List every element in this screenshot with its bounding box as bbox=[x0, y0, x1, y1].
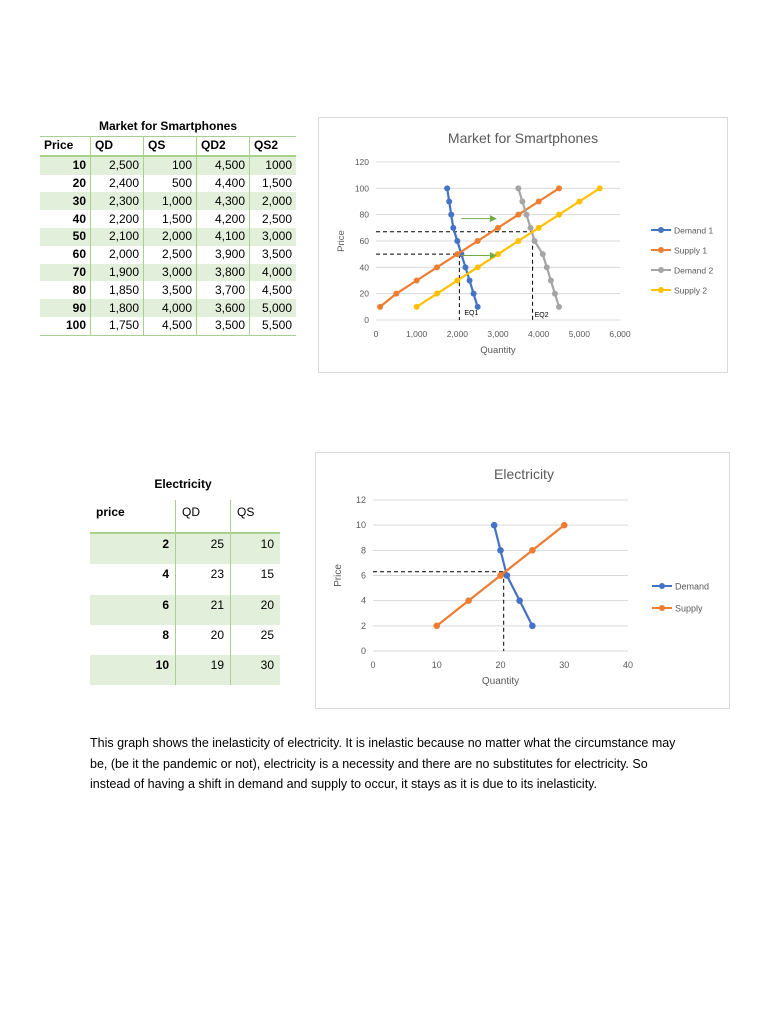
table2-header-qs: QS bbox=[231, 500, 281, 533]
table1-row bbox=[40, 264, 296, 282]
table1-cell-qs2: 2,500 bbox=[250, 210, 297, 228]
chart-title: Market for Smartphones bbox=[447, 130, 599, 146]
table1-header-qs: QS bbox=[144, 137, 197, 156]
data-point bbox=[576, 199, 582, 205]
table1-row bbox=[40, 175, 296, 193]
data-point bbox=[454, 278, 460, 284]
x-tick-label: 0 bbox=[373, 329, 379, 339]
x-tick-label: 5,000 bbox=[568, 329, 590, 339]
y-axis-label: Price bbox=[333, 564, 344, 587]
x-tick-label: 20 bbox=[495, 660, 506, 670]
legend-marker bbox=[659, 605, 665, 611]
series-line-demand-1 bbox=[447, 188, 478, 306]
data-point bbox=[532, 238, 538, 244]
table2-cell-price: 4 bbox=[162, 567, 169, 582]
data-point bbox=[529, 623, 536, 630]
data-point bbox=[491, 522, 498, 529]
y-tick-label: 20 bbox=[359, 288, 369, 299]
data-point bbox=[556, 212, 562, 218]
table2-cell-qs: 15 bbox=[231, 564, 281, 594]
table2-row bbox=[90, 595, 280, 625]
data-point bbox=[552, 291, 558, 297]
data-point bbox=[540, 251, 546, 257]
x-tick-label: 40 bbox=[622, 660, 634, 670]
data-point bbox=[414, 304, 420, 310]
legend-label: Demand bbox=[675, 581, 710, 592]
table1-cell-qd2: 3,800 bbox=[197, 264, 250, 282]
table1-cell-qd: 2,100 bbox=[91, 228, 144, 246]
table1-row bbox=[40, 317, 296, 335]
table1-cell-qs: 1,000 bbox=[144, 192, 197, 210]
table1-cell-qd2: 4,400 bbox=[197, 175, 250, 193]
table1-cell-qd: 1,800 bbox=[91, 299, 144, 317]
table1-cell-qd2: 3,500 bbox=[197, 317, 250, 335]
table1-cell-qs2: 1,500 bbox=[250, 175, 297, 193]
table1-cell-price: 20 bbox=[72, 175, 86, 190]
table1-cell-qd: 1,850 bbox=[91, 281, 144, 299]
legend-label: Supply 1 bbox=[674, 245, 708, 256]
table1-cell-qd2: 4,200 bbox=[197, 210, 250, 228]
table1-cell-qs2: 4,000 bbox=[250, 264, 297, 282]
table1-cell-price: 90 bbox=[40, 299, 91, 317]
table2-title: Electricity bbox=[154, 477, 212, 491]
table1-row bbox=[40, 246, 296, 264]
table1-cell-qd2: 3,700 bbox=[197, 281, 250, 299]
x-tick-label: 0 bbox=[370, 660, 376, 670]
table2-row bbox=[90, 655, 280, 685]
smartphone-market-chart-svg bbox=[319, 118, 727, 372]
data-point bbox=[544, 264, 550, 270]
table2-cell-price: 10 bbox=[90, 655, 176, 685]
table2-row bbox=[90, 533, 280, 564]
explanation-paragraph: This graph shows the inelasticity of electricity. It is inelastic because no matter what the circumstance may be, (be it the pandemic or not), electricity is a necessity and there are no substitutes for electricity. So instead of having a shift in demand and supply to occur, it stays as it is due to its inelasticity. bbox=[90, 736, 676, 791]
shift-arrow-head bbox=[490, 215, 497, 222]
table1-cell-qs: 100 bbox=[144, 156, 197, 175]
data-point bbox=[561, 522, 568, 529]
data-point bbox=[465, 597, 472, 604]
data-point bbox=[548, 278, 554, 284]
table1-cell-qs: 3,500 bbox=[144, 281, 197, 299]
data-point bbox=[495, 225, 501, 231]
data-point bbox=[536, 199, 542, 205]
table1-cell-qd2: 4,500 bbox=[197, 156, 250, 175]
data-point bbox=[523, 212, 529, 218]
table1-cell-qd: 2,400 bbox=[91, 175, 144, 193]
table1-row bbox=[40, 281, 296, 299]
data-point bbox=[528, 225, 534, 231]
table1-header-price: Price bbox=[40, 137, 91, 156]
data-point bbox=[450, 225, 456, 231]
table1-cell-price: 50 bbox=[40, 228, 91, 246]
table1-cell-price: 80 bbox=[72, 282, 86, 297]
data-point bbox=[515, 212, 521, 218]
table1-cell-qd: 2,500 bbox=[91, 156, 144, 175]
data-point bbox=[556, 304, 562, 310]
data-point bbox=[516, 597, 523, 604]
table2-cell-qd: 23 bbox=[176, 564, 231, 594]
table1-cell-qs: 1,500 bbox=[144, 210, 197, 228]
table1-cell-qd2: 3,900 bbox=[197, 246, 250, 264]
table1-cell-qs2: 2,000 bbox=[250, 192, 297, 210]
table2-cell-qd: 20 bbox=[176, 625, 231, 655]
table1-cell-qd: 1,750 bbox=[91, 317, 144, 335]
table1-cell-qd: 2,300 bbox=[91, 192, 144, 210]
data-point bbox=[446, 199, 452, 205]
data-point bbox=[497, 572, 504, 579]
y-tick-label: 0 bbox=[364, 315, 369, 325]
data-point bbox=[434, 291, 440, 297]
legend-marker bbox=[658, 247, 664, 253]
data-point bbox=[444, 185, 450, 191]
data-point bbox=[556, 185, 562, 191]
table1-cell-qs: 500 bbox=[144, 175, 197, 193]
smartphone-market-chart bbox=[318, 117, 728, 373]
data-point bbox=[467, 278, 473, 284]
table1-cell-price: 40 bbox=[72, 211, 86, 226]
data-point bbox=[471, 291, 477, 297]
x-tick-label: 6,000 bbox=[609, 329, 631, 339]
table1-cell-qd: 2,200 bbox=[91, 210, 144, 228]
y-tick-label: 12 bbox=[355, 495, 366, 505]
y-tick-label: 100 bbox=[354, 183, 369, 194]
table2-header-price: price bbox=[90, 500, 176, 533]
legend-label: Supply bbox=[675, 603, 703, 614]
x-tick-label: 2,000 bbox=[446, 329, 468, 339]
table2-cell-price: 6 bbox=[90, 595, 176, 625]
data-point bbox=[475, 264, 481, 270]
data-point bbox=[434, 264, 440, 270]
table1-row bbox=[40, 228, 296, 246]
table1-cell-qs: 4,000 bbox=[144, 299, 197, 317]
data-point bbox=[519, 199, 525, 205]
table1-cell-qs: 3,000 bbox=[144, 264, 197, 282]
table1-cell-qs: 4,500 bbox=[144, 317, 197, 335]
y-tick-label: 40 bbox=[359, 262, 369, 273]
table1-cell-qs: 2,000 bbox=[144, 228, 197, 246]
data-point bbox=[414, 278, 420, 284]
table1-cell-qs2: 3,000 bbox=[250, 228, 297, 246]
eq1-label: EQ1 bbox=[464, 310, 479, 317]
x-tick-label: 10 bbox=[431, 660, 442, 670]
table2-cell-qs: 10 bbox=[231, 533, 281, 564]
legend-marker bbox=[659, 583, 665, 589]
data-point bbox=[393, 291, 399, 297]
data-point bbox=[495, 251, 501, 257]
chart-title: Electricity bbox=[494, 466, 554, 482]
table2-cell-qs: 30 bbox=[231, 655, 281, 685]
table1-cell-qs2: 5,000 bbox=[250, 299, 297, 317]
data-point bbox=[597, 185, 603, 191]
table1-row bbox=[40, 156, 296, 175]
y-tick-label: 10 bbox=[355, 520, 366, 531]
series-line-supply-2 bbox=[417, 188, 600, 306]
electricity-chart bbox=[315, 452, 730, 709]
legend-label: Supply 2 bbox=[674, 285, 708, 296]
table2-cell-qs: 20 bbox=[231, 595, 281, 625]
x-axis-label: Quantity bbox=[480, 345, 516, 356]
table1-cell-price: 30 bbox=[40, 192, 91, 210]
y-tick-label: 120 bbox=[354, 157, 369, 167]
table2-cell-qd: 21 bbox=[176, 595, 231, 625]
legend-marker bbox=[658, 287, 664, 293]
y-tick-label: 2 bbox=[360, 620, 366, 631]
data-point bbox=[515, 238, 521, 244]
table1-header-qd: QD bbox=[91, 137, 144, 156]
data-point bbox=[454, 238, 460, 244]
y-axis-label: Price bbox=[336, 230, 347, 252]
table1-cell-price: 100 bbox=[40, 317, 91, 335]
y-tick-label: 80 bbox=[359, 209, 369, 220]
table2-cell-qs: 25 bbox=[231, 625, 281, 655]
table2-cell-price: 8 bbox=[162, 627, 169, 642]
legend-marker bbox=[658, 227, 664, 233]
data-point bbox=[529, 547, 536, 554]
y-tick-label: 4 bbox=[360, 595, 366, 606]
data-point bbox=[433, 623, 440, 630]
table1-title: Market for Smartphones bbox=[98, 119, 238, 133]
table1-row bbox=[40, 210, 296, 228]
table1-cell-qd2: 4,300 bbox=[197, 192, 250, 210]
table1-cell-qs2: 5,500 bbox=[250, 317, 297, 335]
data-point bbox=[448, 212, 454, 218]
data-point bbox=[377, 304, 383, 310]
y-tick-label: 60 bbox=[359, 236, 369, 246]
table1-cell-price: 10 bbox=[40, 156, 91, 175]
legend-label: Demand 2 bbox=[674, 265, 714, 276]
table1-row bbox=[40, 192, 296, 210]
electricity-chart-svg bbox=[316, 453, 729, 708]
table2-cell-qd: 19 bbox=[176, 655, 231, 685]
table1-cell-qd2: 3,600 bbox=[197, 299, 250, 317]
y-tick-label: 8 bbox=[360, 545, 366, 556]
table1-header-qs2: QS2 bbox=[250, 137, 297, 156]
table2-row bbox=[90, 625, 280, 655]
data-point bbox=[475, 238, 481, 244]
x-tick-label: 30 bbox=[559, 660, 570, 670]
series-line-demand-2 bbox=[518, 188, 559, 306]
table2-cell-qd: 25 bbox=[176, 533, 231, 564]
table1-cell-qs2: 3,500 bbox=[250, 246, 297, 264]
x-axis-label: Quantity bbox=[481, 676, 520, 687]
table1-cell-price: 60 bbox=[72, 247, 86, 262]
table1-header-qd2: QD2 bbox=[197, 137, 250, 156]
table1-cell-qd: 1,900 bbox=[91, 264, 144, 282]
data-point bbox=[454, 251, 460, 257]
legend-marker bbox=[658, 267, 664, 273]
y-tick-label: 0 bbox=[360, 646, 366, 656]
table1-cell-qs2: 1000 bbox=[250, 156, 297, 175]
table2-header-qd: QD bbox=[176, 500, 231, 533]
electricity-table bbox=[90, 500, 280, 685]
table1-cell-price: 70 bbox=[40, 264, 91, 282]
smartphone-market-table bbox=[40, 136, 296, 336]
eq2-label: EQ2 bbox=[534, 312, 549, 319]
x-tick-label: 4,000 bbox=[528, 329, 550, 339]
legend-label: Demand 1 bbox=[674, 225, 714, 236]
y-tick-label: 6 bbox=[360, 570, 366, 581]
data-point bbox=[536, 225, 542, 231]
data-point bbox=[462, 264, 468, 270]
table1-cell-qd: 2,000 bbox=[91, 246, 144, 264]
data-point bbox=[497, 547, 504, 554]
table1-row bbox=[40, 299, 296, 317]
x-tick-label: 3,000 bbox=[487, 329, 509, 339]
table1-cell-qs2: 4,500 bbox=[250, 281, 297, 299]
table1-cell-qs: 2,500 bbox=[144, 246, 197, 264]
data-point bbox=[475, 304, 481, 310]
x-tick-label: 1,000 bbox=[406, 329, 428, 339]
data-point bbox=[515, 185, 521, 191]
table2-cell-price: 2 bbox=[90, 533, 176, 564]
table2-row bbox=[90, 564, 280, 594]
table1-cell-qd2: 4,100 bbox=[197, 228, 250, 246]
